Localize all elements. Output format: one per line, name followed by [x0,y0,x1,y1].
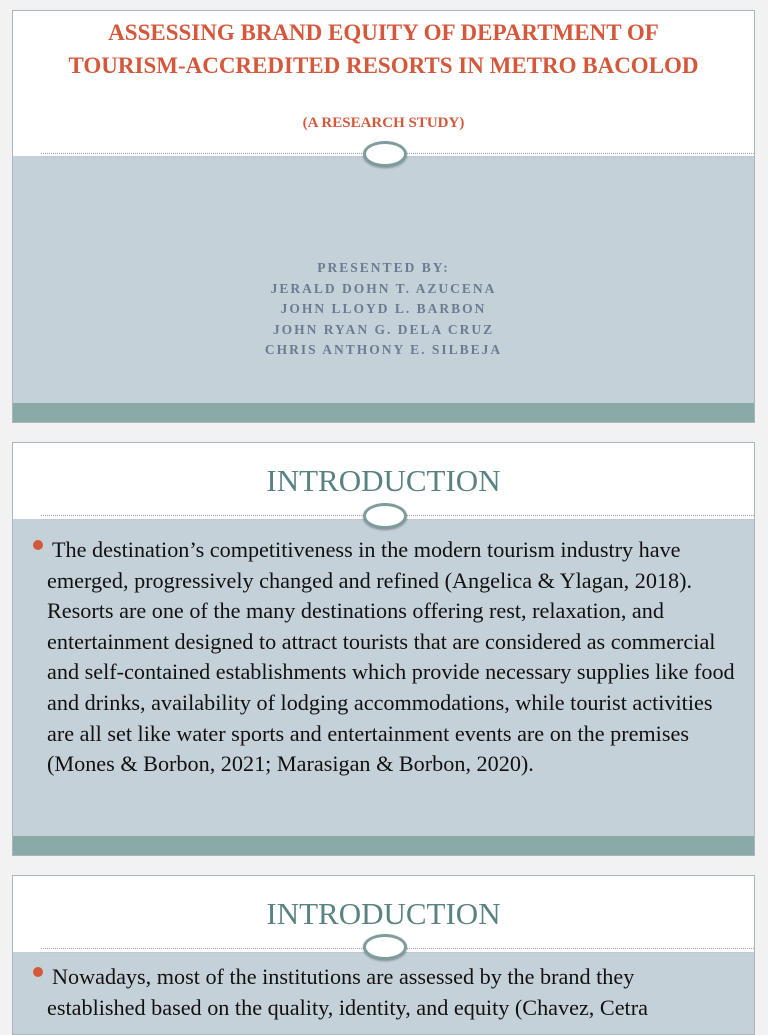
presenter-name: CHRIS ANTHONY E. SILBEJA [264,342,503,357]
intro-paragraph: The destination’s competitiveness in the modern tourism industry have emerged, progressively changed and refined (Angelica & Ylagan, 2018). Resorts are one of the many destinations offering rest, relaxation, and entertainment designed to attract tourists that are considered as commercial and self-contained establishments which provide necessary supplies like food and drinks, availability of lodging accommodations, while tourist activities are all set like water sports and entertainment events are on the premises (Mones & Borbon, 2021; Marasigan & Borbon, 2020). [47,537,735,777]
section-heading: INTRODUCTION [266,896,501,931]
presenter-name: JERALD DOHN T. AZUCENA [270,280,497,296]
slide-introduction-1 [12,442,755,856]
presenter-name: JOHN RYAN G. DELA CRUZ [272,321,495,337]
presenters-heading: PRESENTED BY: [317,260,450,275]
slide-introduction-2 [12,875,755,1035]
presentation-title-line-2: TOURISM-ACCREDITED RESORTS IN METRO BACOLOD [68,53,699,78]
presenters-block [13,258,754,361]
bullet-dot-icon [33,967,43,977]
presentation-subtitle: (A RESEARCH STUDY) [302,115,465,131]
oval-ornament-icon [363,141,407,167]
intro-paragraph: Nowadays, most of the institutions are assessed by the brand they established based on the quality, identity, and equity (Chavez, Cetra [47,964,648,1020]
slide-title [12,10,755,423]
section-heading: INTRODUCTION [266,463,501,498]
bullet-dot-icon [33,540,43,550]
oval-ornament-icon [363,934,407,960]
presentation-title-line-1: ASSESSING BRAND EQUITY OF DEPARTMENT OF [108,20,659,45]
footer-band [13,836,754,856]
presenter-name: JOHN LLOYD L. BARBON [280,301,487,316]
footer-band [13,403,754,423]
oval-ornament-icon [363,503,407,529]
